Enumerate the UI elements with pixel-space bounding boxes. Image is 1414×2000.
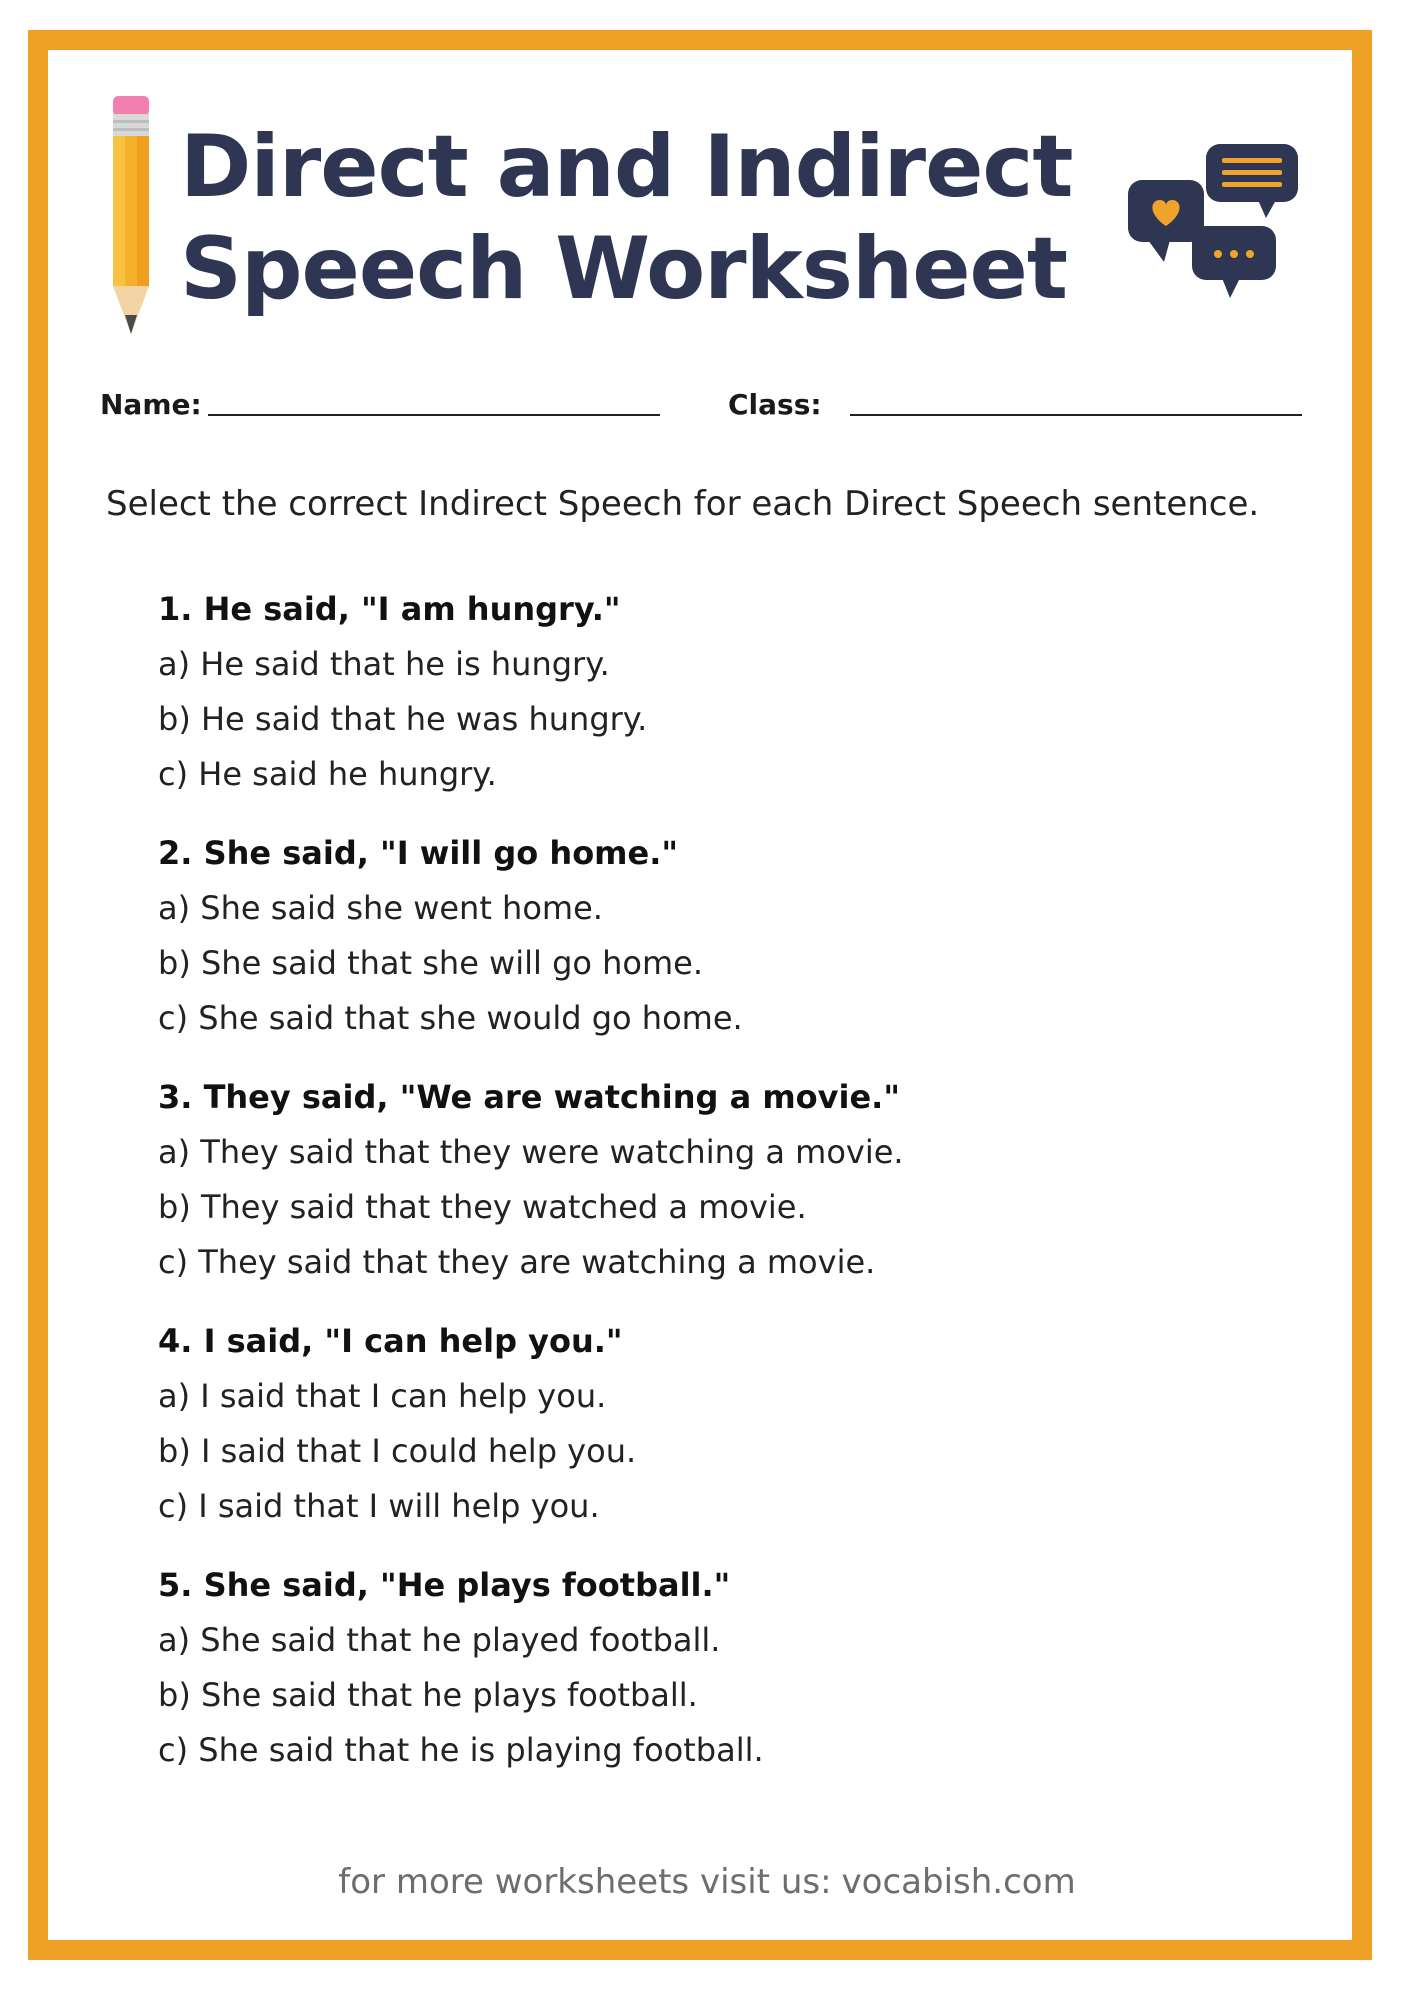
option-b[interactable]: b) She said that he plays football. [158,1676,698,1714]
option-a[interactable]: a) He said that he is hungry. [158,645,610,683]
option-a[interactable]: a) She said that he played football. [158,1621,721,1659]
option-b[interactable]: b) I said that I could help you. [158,1432,637,1470]
question-prompt: 5. She said, "He plays football." [158,1566,731,1604]
option-a[interactable]: a) I said that I can help you. [158,1377,607,1415]
option-b[interactable]: b) They said that they watched a movie. [158,1188,807,1226]
option-c[interactable]: c) I said that I will help you. [158,1487,600,1525]
title-line-2: Speech Worksheet [180,219,1067,319]
speech-bubbles-icon [1126,140,1306,300]
option-c[interactable]: c) They said that they are watching a movie. [158,1243,876,1281]
question-list [158,582,1308,1802]
page-title [180,116,1120,320]
option-a[interactable]: a) She said she went home. [158,889,603,927]
title-line-1: Direct and Indirect [180,117,1073,217]
option-b[interactable]: b) She said that she will go home. [158,944,704,982]
footer-text: for more worksheets visit us: [338,1862,832,1902]
option-b[interactable]: b) He said that he was hungry. [158,700,648,738]
option-c[interactable]: c) He said he hungry. [158,755,497,793]
name-field[interactable] [208,414,660,416]
question-prompt: 4. I said, "I can help you." [158,1322,623,1360]
name-label: Name: [100,388,202,421]
question-3 [158,1070,1308,1290]
class-label: Class: [728,388,822,421]
option-a[interactable]: a) They said that they were watching a movie. [158,1133,904,1171]
question-5 [158,1558,1308,1778]
footer-site-link[interactable]: vocabish.com [841,1862,1076,1902]
question-4 [158,1314,1308,1534]
question-2 [158,826,1308,1046]
question-1 [158,582,1308,802]
class-field[interactable] [850,414,1302,416]
question-prompt: 2. She said, "I will go home." [158,834,679,872]
footer [0,1862,1414,1902]
pencil-icon [108,96,154,346]
question-prompt: 1. He said, "I am hungry." [158,590,621,628]
question-prompt: 3. They said, "We are watching a movie." [158,1078,900,1116]
option-c[interactable]: c) She said that he is playing football. [158,1731,764,1769]
instructions: Select the correct Indirect Speech for each Direct Speech sentence. [106,484,1260,524]
option-c[interactable]: c) She said that she would go home. [158,999,743,1037]
